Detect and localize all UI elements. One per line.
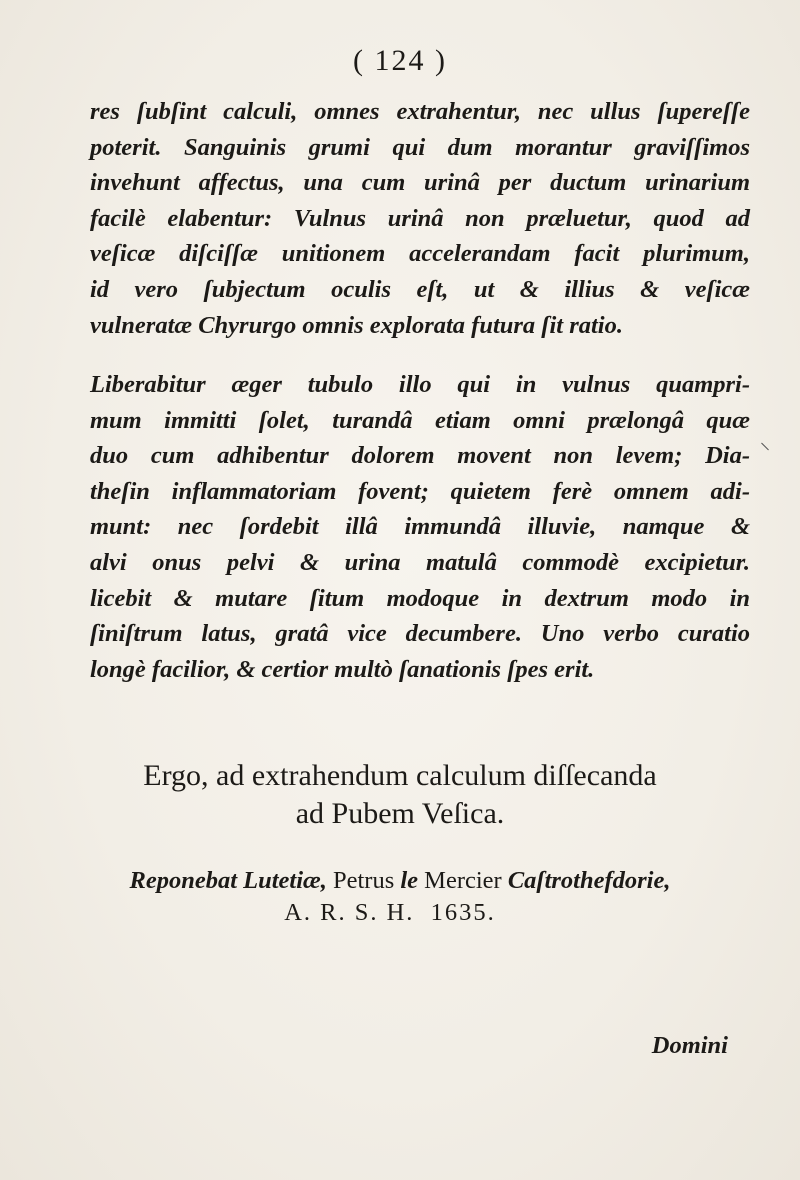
- respondent-surname: Mercier: [424, 867, 502, 894]
- respondent-place: Lutetiæ,: [243, 867, 327, 894]
- degree: A. R. S. H.: [284, 899, 415, 926]
- year: 1635.: [430, 899, 496, 926]
- respondent-word: Reponebat: [129, 867, 238, 894]
- text-line: res ſubſint calculi, omnes extrahentur, nec ullus ſupereſſe: [90, 98, 750, 125]
- text-line: alvi onus pelvi & urina matulâ commodè excipietur.: [90, 548, 750, 576]
- text-line: ſiniſtrum latus, gratâ vice decumbere. Uno verbo curatio: [90, 620, 750, 648]
- conclusion-heading-line-1: Ergo, ad extrahendum calculum diſſecanda: [143, 759, 657, 792]
- text-line: facilè elabentur: Vulnus urinâ non præluetur, quod ad: [90, 204, 750, 232]
- text-line: Liberabitur æger tubulo illo qui in vulnus quampri-: [90, 371, 750, 398]
- respondent-origin: Caſtrothefdorie,: [507, 867, 671, 894]
- text-line: poterit. Sanguinis grumi qui dum morantur graviſſimos: [90, 133, 750, 161]
- respondent-line: [0, 864, 800, 897]
- text-line: licebit & mutare ſitum modoque in dextrum modo in: [90, 584, 750, 612]
- margin-mark: [761, 443, 769, 451]
- degree-line: [0, 896, 800, 929]
- respondent-particle: le: [400, 867, 419, 894]
- paragraph-1: [90, 94, 750, 343]
- text-line: theſin inflammatoriam fovent; quietem ferè omnem adi-: [90, 477, 750, 505]
- paragraph-2: [90, 367, 750, 687]
- text-line: veſicæ diſciſſæ unitionem accelerandam facit plurimum,: [90, 240, 750, 268]
- page-number: ( 124 ): [353, 44, 447, 77]
- text-line: vulneratæ Chyrurgo omnis explorata futura ſit ratio.: [90, 311, 623, 339]
- text-line: invehunt affectus, una cum urinâ per ductum urinarium: [90, 169, 750, 197]
- text-line: mum immitti ſolet, turandâ etiam omni prælongâ quæ: [90, 406, 750, 434]
- text-line: munt: nec ſordebit illâ immundâ illuvie, namque &: [90, 513, 750, 541]
- conclusion-heading-line-2: ad Pubem Veſica.: [295, 797, 505, 830]
- text-line: duo cum adhibentur dolorem movent non levem; Dia-: [90, 442, 750, 470]
- text-line: id vero ſubjectum oculis eſt, ut & illius & veſicæ: [90, 275, 750, 303]
- respondent-given-name: Petrus: [332, 867, 395, 894]
- catchword: Domini: [651, 1032, 728, 1059]
- text-line: longè facilior, & certior multò ſanationis ſpes erit.: [90, 655, 595, 683]
